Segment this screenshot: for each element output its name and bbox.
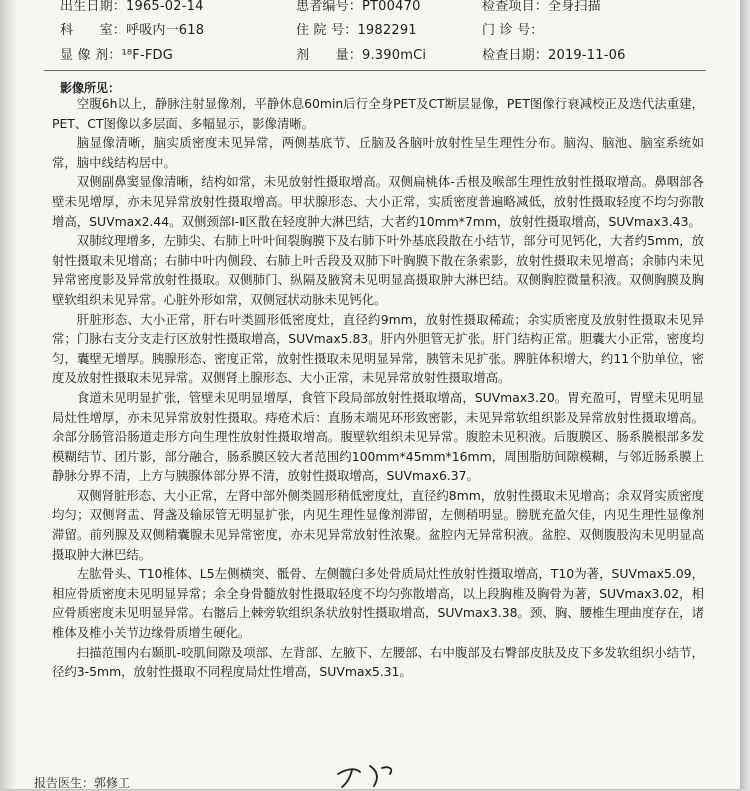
- findings-paragraph: 肝脏形态、大小正常，肝右叶类圆形低密度灶，直径约9mm，放射性摄取稀疏；余实质密度及放射性摄取未见异常；门脉右支分支走行区放射性摄取增高，SUVmax5.83。肝内外胆管无扩张。肝门结构正常。胆囊大小正常，密度均匀，囊壁无增厚。胰腺形态、密度正常，放射性摄取未见明显异常，胰管未见扩张。脾脏体积增大，约11个肋单位，密度及放射性摄取未见异常。双侧肾上腺形态、大小正常，未见异常放射性摄取增高。: [52, 311, 704, 386]
- exam-date: 检查日期：2019-11-06: [482, 48, 626, 63]
- inpatient-number: 住 院 号：1982291: [296, 23, 417, 38]
- findings-paragraph: 食道未见明显扩张，管壁未见明显增厚，食管下段局部放射性摄取增高，SUVmax3.20。胃充盈可，胃壁未见明显局灶性增厚，亦未见异常放射性摄取。痔疮术后：直肠末端见环形致密影，未见异常软组织影及异常放射性摄取增高。余部分肠管沿肠道走形方向生理性放射性摄取增高。腹壁软组织未见异常。腹腔未见积液。后腹膜区、肠系膜根部多发模糊结节、团片影，部分融合，肠系膜区较大者范围约100mm*45mm*16mm，周围脂肪间隙模糊，与邻近肠系膜上静脉分界不清，上方与胰腺体部分界不清，放射性摄取增高，SUVmax6.37。: [52, 389, 704, 484]
- signature-mark: [330, 760, 410, 788]
- department: 科 室：呼吸内一618: [60, 23, 205, 38]
- page-edge: [740, 0, 750, 789]
- outpatient-number: 门 诊 号：: [482, 23, 544, 38]
- findings-paragraph: 扫描范围内右颞肌-咬肌间隙及项部、左背部、左腋下、左腰部、右中腹部及右臀部皮肤及皮下多发软组织小结节，径约3-5mm，放射性摄取不同程度局灶性增高，SUVmax5.31。: [52, 644, 704, 680]
- findings-paragraph: 左肱骨头、T10椎体、L5左侧横突、骶骨、左侧髋臼多处骨质局灶性放射性摄取增高，T10为著，SUVmax5.09，相应骨质密度未见明显异常；余全身骨髓放射性摄取轻度不均匀弥散增高，以上段胸椎及胸骨为著，SUVmax3.02，相应骨质密度未见明显异常。右髂后上棘旁软组织条状放射性摄取增高，SUVmax3.38。颈、胸、腰椎生理曲度存在，诸椎体及椎小关节边缘骨质增生硬化。: [52, 566, 704, 641]
- imaging-agent: 显 像 剂：¹⁸F-FDG: [60, 48, 174, 63]
- patient-id: 患者编号：PT00470: [296, 0, 421, 14]
- findings-paragraph: 空腹6h以上，静脉注射显像剂，平静休息60min后行全身PET及CT断层显像，PET图像行衰减校正及迭代法重建，PET、CT图像以多层面、多幅显示，影像清晰。: [52, 96, 704, 131]
- dose: 剂 量：9.390mCi: [296, 48, 427, 63]
- findings-paragraph: 双侧肾脏形态、大小正常，左肾中部外侧类圆形稍低密度灶，直径约8mm，放射性摄取未见增高；余双肾实质密度均匀；双侧肾盂、肾盏及输尿管无明显扩张，内见生理性显像剂滞留，左侧稍明显。膀胱充盈欠佳，内见生理性显像剂滞留。前列腺及双侧精囊腺未见异常密度，亦未见异常放射性浓聚。盆腔内无异常积液。盆腔、双侧腹股沟未见明显高摄取肿大淋巴结。: [52, 487, 704, 562]
- findings-paragraph: 双肺纹理增多，左肺尖、右肺上叶叶间裂胸膜下及右肺下叶外基底段散在小结节，部分可见钙化，大者约5mm，放射性摄取未见增高；右肺中叶内侧段、右肺上叶舌段及双肺下叶胸膜下散在条索影，放射性摄取未见增高；余肺内未见异常密度影及异常放射性摄取。双侧肺门、纵隔及腋窝未见明显高摄取肿大淋巴结。双侧胸腔微量积液。双侧胸膜及胸壁软组织未见异常。心脏外形如常，双侧冠状动脉未见钙化。: [52, 233, 704, 307]
- exam-item: 检查项目：全身扫描: [482, 0, 601, 14]
- birth-date: 出生日期：1965-02-14: [60, 0, 204, 14]
- findings-body: [52, 94, 704, 682]
- findings-paragraph: 双侧副鼻窦显像清晰，结构如常，未见放射性摄取增高。双侧扁桃体-舌根及喉部生理性放射性摄取增高。鼻咽部各壁未见增厚，亦未见异常放射性摄取增高。甲状腺形态、大小正常，实质密度普遍略减低，放射性摄取轻度不均匀弥散增高，SUVmax2.44。双侧颈部Ⅰ-Ⅱ区散在轻度肿大淋巴结，大者约10mm*7mm，放射性摄取增高，SUVmax3.43。: [52, 174, 704, 229]
- page-shadow: [0, 0, 16, 789]
- findings-title: 影像所见：: [60, 81, 121, 95]
- report-doctor: 报告医生：郭修工: [34, 776, 131, 790]
- header-divider: [44, 70, 706, 71]
- findings-paragraph: 脑显像清晰，脑实质密度未见异常，两侧基底节、丘脑及各脑叶放射性呈生理性分布。脑沟、脑池、脑室系统如常，脑中线结构居中。: [52, 135, 704, 170]
